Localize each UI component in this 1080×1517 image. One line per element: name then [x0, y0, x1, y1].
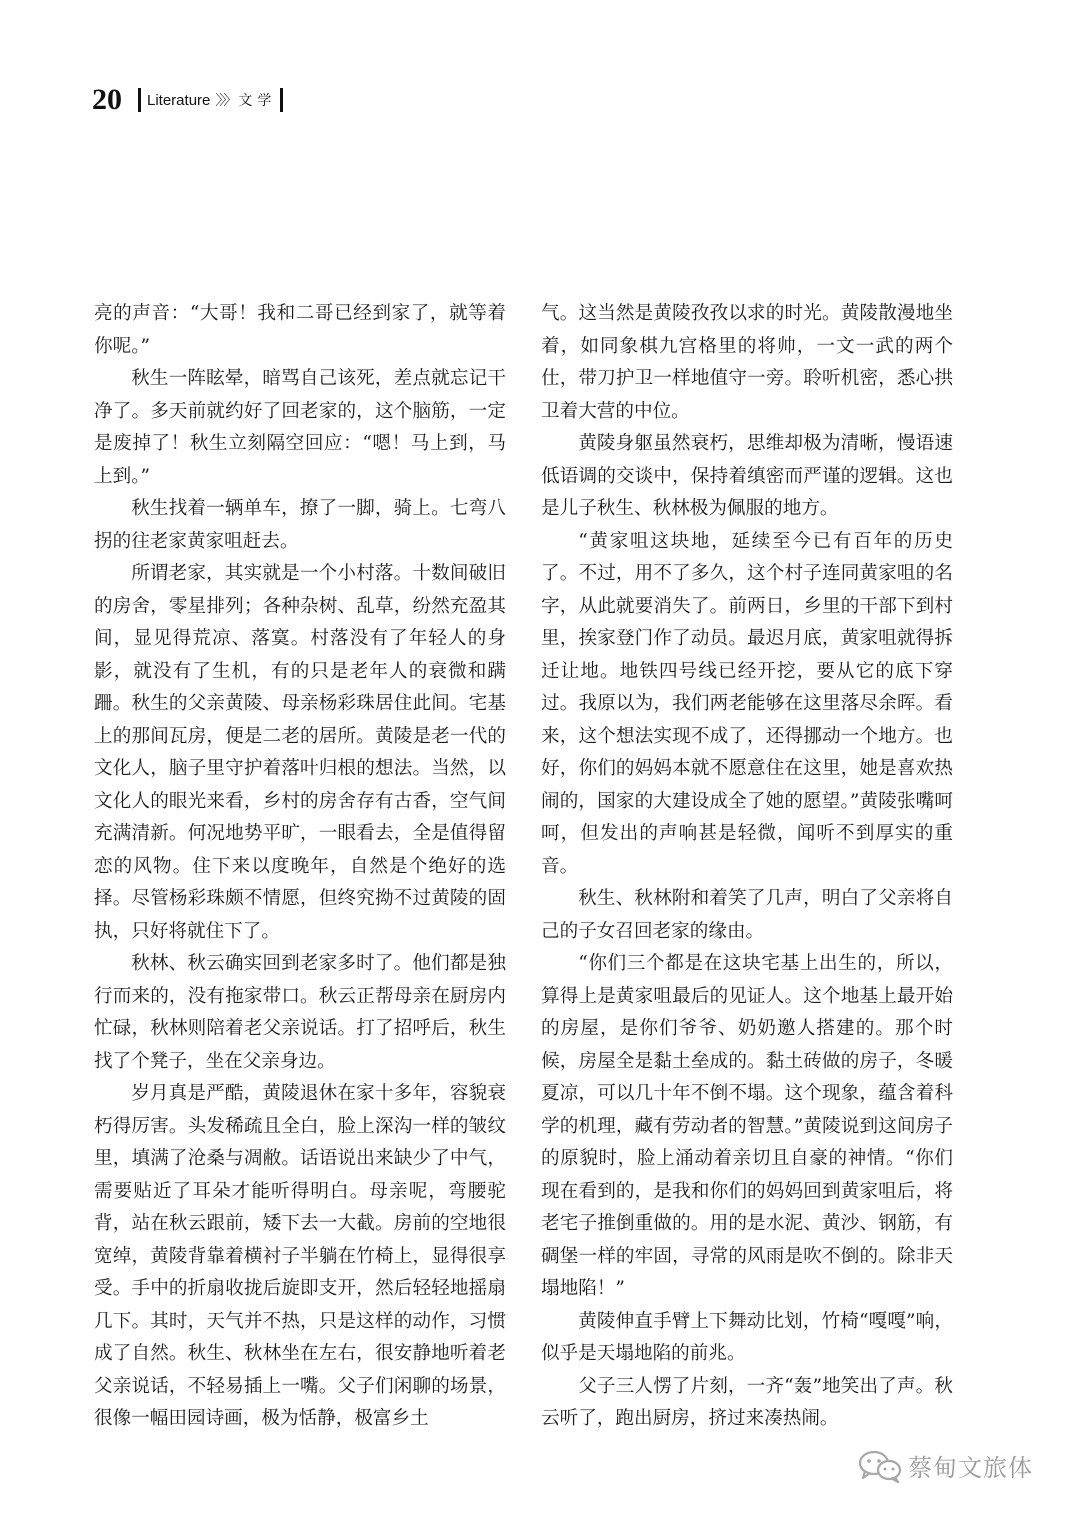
watermark [858, 1448, 1033, 1483]
section-label-cn: 文学 [238, 93, 277, 109]
paragraph: 亮的声音：“大哥！我和二哥已经到家了，就等着你呢。” [94, 303, 506, 357]
paragraph: 黄陵身躯虽然衰朽，思维却极为清晰，慢语速低语调的交谈中，保持着缜密而严谨的逻辑。这也是儿子秋生、秋林极为佩服的地方。 [541, 433, 953, 519]
paragraph: 所谓老家，其实就是一个小村落。十数间破旧的房舍，零星排列；各种杂树、乱草，纷然充盈其间，显见得荒凉、落寞。村落没有了年轻人的身影，就没有了生机，有的只是老年人的衰微和蹒跚。秋生的父亲黄陵、母亲杨彩珠居住此间。宅基上的那间瓦房，便是二老的居所。黄陵是老一代的文化人，脑子里守护着落叶归根的想法。当然，以文化人的眼光来看，乡村的房舍存有古香，空气间充满清新。何况地势平旷，一眼看去，全是值得留恋的风物。住下来以度晚年，自然是个绝好的选择。尽管杨彩珠颇不情愿，但终究拗不过黄陵的固执，只好将就住下了。 [94, 563, 506, 942]
paragraph: “黄家咀这块地，延续至今已有百年的历史了。不过，用不了多久，这个村子连同黄家咀的名字，从此就要消失了。前两日，乡里的干部下到村里，挨家登门作了动员。最迟月底，黄家咀就得拆迁让地。地铁四号线已经开挖，要从它的底下穿过。我原以为，我们两老能够在这里落尽余晖。看来，这个想法实现不成了，还得挪动一个地方。也好，你们的妈妈本就不愿意住在这里，她是喜欢热闹的，国家的大建设成全了她的愿望。”黄陵张嘴呵呵，但发出的声响甚是轻微，闻听不到厚实的重音。 [541, 530, 953, 877]
paragraph: “你们三个都是在这块宅基上出生的，所以，算得上是黄家咀最后的见证人。这个地基上最开始的房屋，是你们爷爷、奶奶邀人搭建的。那个时候，房屋全是黏土垒成的。黏土砖做的房子，冬暖夏凉，可以几十年不倒不塌。这个现象，蕴含着科学的机理，藏有劳动者的智慧。”黄陵说到这间房子的原貌时，脸上涌动着亲切且自豪的神情。“你们现在看到的，是我和你们的妈妈回到黄家咀后，将老宅子推倒重做的。用的是水泥、黄沙、钢筋，有碉堡一样的牢固，寻常的风雨是吹不倒的。除非天塌地陷！” [541, 953, 953, 1299]
page-number: 20 [92, 83, 122, 116]
page-header [92, 80, 283, 120]
paragraph: 气。这当然是黄陵孜孜以求的时光。黄陵散漫地坐着，如同象棋九宫格里的将帅，一文一武的两个仕，带刀护卫一样地值守一旁。聆听机密，悉心拱卫着大营的中位。 [541, 303, 953, 422]
header-divider-left [138, 88, 141, 112]
chevrons-icon: 〉〉〉 [215, 93, 235, 109]
paragraph: 父子三人愣了片刻，一齐“轰”地笑出了声。秋云听了，跑出厨房，挤过来凑热闹。 [541, 1375, 953, 1429]
section-label-en: Literature [147, 91, 211, 109]
paragraph: 秋生一阵眩晕，暗骂自己该死，差点就忘记干净了。多天前就约好了回老家的，这个脑筋，一定是废掉了！秋生立刻隔空回应：“嗯！马上到，马上到。” [94, 368, 506, 487]
header-divider-right [280, 88, 283, 112]
paragraph: 秋生找着一辆单车，撩了一脚，骑上。七弯八拐的往老家黄家咀赶去。 [94, 498, 506, 552]
paragraph: 秋生、秋林附和着笑了几声，明白了父亲将自己的子女召回老家的缘由。 [541, 888, 953, 942]
paragraph: 岁月真是严酷，黄陵退休在家十多年，容貌衰朽得厉害。头发稀疏且全白，脸上深沟一样的皱纹里，填满了沧桑与凋敝。话语说出来缺少了中气，需要贴近了耳朵才能听得明白。母亲呢，弯腰驼背，站在秋云跟前，矮下去一大截。房前的空地很宽绰，黄陵背靠着横衬子半躺在竹椅上，显得很享受。手中的折扇收拢后旋即支开，然后轻轻地摇扇几下。其时，天气并不热，只是这样的动作，习惯成了自然。秋生、秋林坐在左右，很安静地听着老父亲说话，不轻易插上一嘴。父子们闲聊的场景，很像一幅田园诗画，极为恬静，极富乡土 [94, 1083, 506, 1429]
left-text-column [94, 298, 506, 1436]
paragraph: 秋林、秋云确实回到老家多时了。他们都是独行而来的，没有拖家带口。秋云正帮母亲在厨房内忙碌，秋林则陪着老父亲说话。打了招呼后，秋生找了个凳子，坐在父亲身边。 [94, 953, 506, 1072]
watermark-text: 蔡甸文旅体 [908, 1454, 1033, 1482]
right-text-column [541, 298, 953, 1436]
paragraph: 黄陵伸直手臂上下舞动比划，竹椅“嘎嘎”响，似乎是天塌地陷的前兆。 [541, 1310, 953, 1364]
wechat-icon [858, 1449, 902, 1483]
